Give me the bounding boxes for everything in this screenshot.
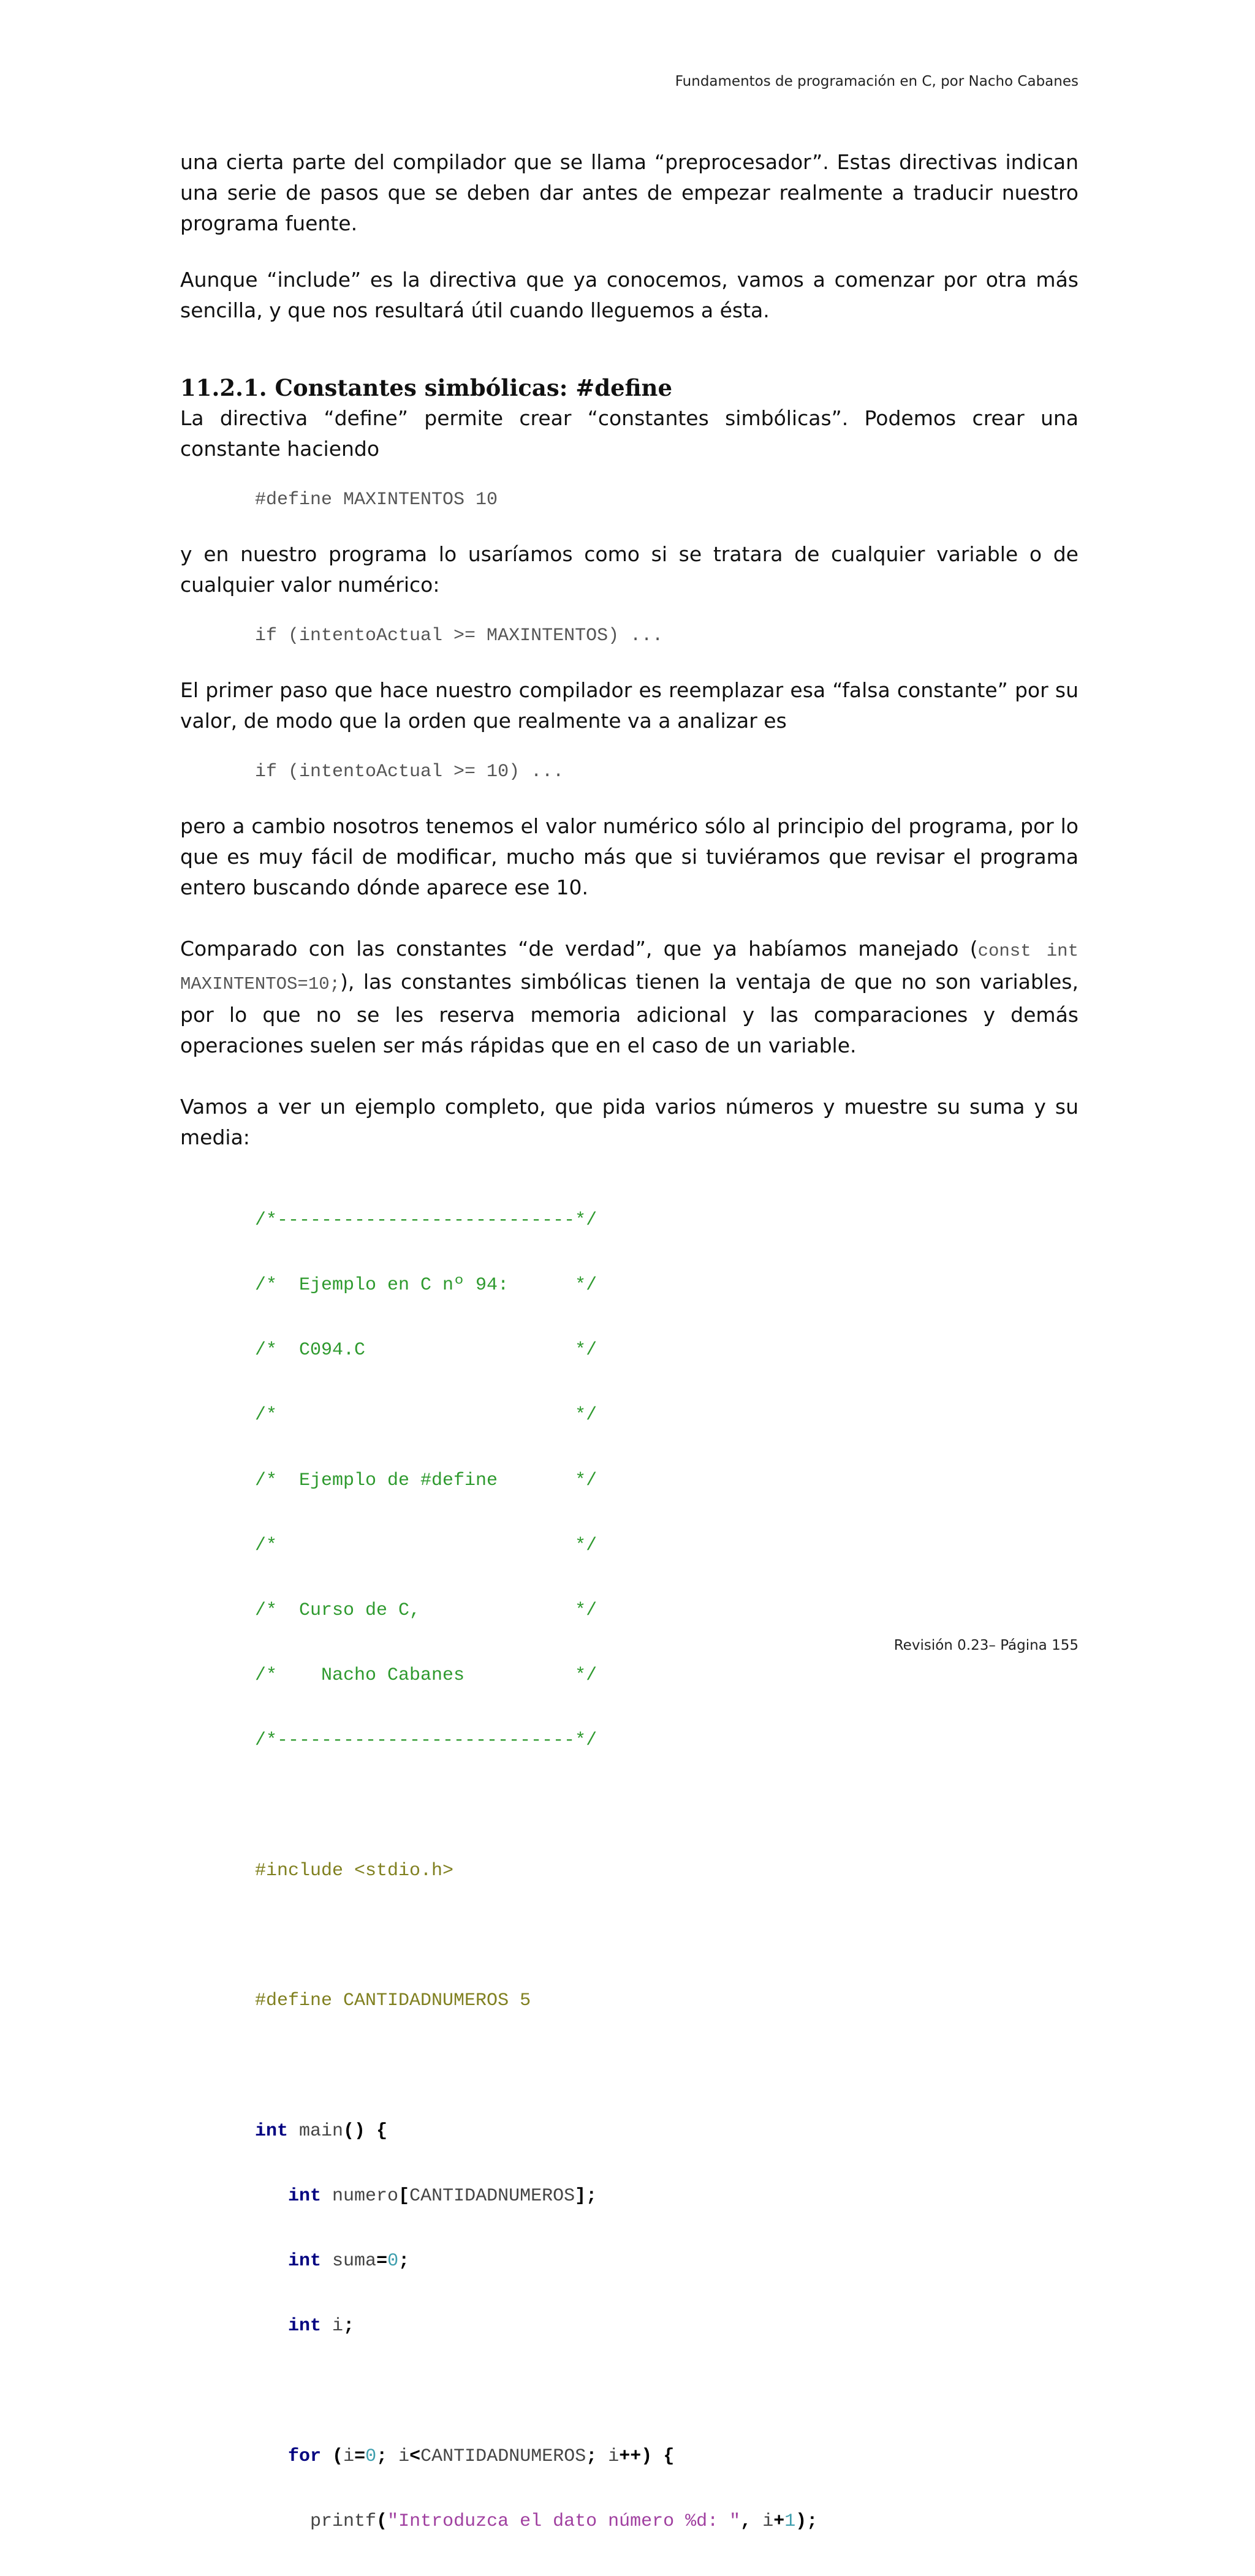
number-literal: 1 <box>784 2510 796 2532</box>
operator-parens: () <box>343 2120 366 2142</box>
operator-assign: = <box>354 2446 366 2467</box>
operator-brace: { <box>663 2446 675 2467</box>
operator-brace: { <box>376 2120 388 2142</box>
running-header: Fundamentos de programación en C, por Nacho Cabanes <box>675 74 1079 89</box>
operator-paren: ( <box>332 2446 344 2467</box>
decl-numero-line <box>255 2186 817 2207</box>
decl-i-line <box>255 2316 817 2337</box>
operator-paren: ) <box>641 2446 653 2467</box>
operator-semicolon: ; <box>343 2316 355 2337</box>
operator-semicolon: ; <box>586 2446 597 2467</box>
section-heading: 11.2.1. Constantes simbólicas: #define <box>180 374 672 401</box>
operator-semicolon: ; <box>376 2446 388 2467</box>
for-line <box>255 2446 817 2468</box>
keyword-for: for <box>288 2446 322 2467</box>
identifier-i: i <box>332 2316 344 2337</box>
operator-lt: < <box>409 2446 421 2467</box>
operator-semicolon: ; <box>586 2185 597 2207</box>
main-signature-line <box>255 2121 817 2142</box>
identifier-i: i <box>762 2510 774 2532</box>
code-define-example: #define MAXINTENTOS 10 <box>255 489 498 510</box>
paragraph-2: Aunque “include” es la directiva que ya conocemos, vamos a comenzar por otra más sencilla, y que nos resultará útil cuando lleguemos a ésta. <box>180 268 1079 322</box>
operator-paren: ) <box>795 2510 807 2532</box>
operator-semicolon: ; <box>398 2251 410 2272</box>
comment-line: /* */ <box>255 1405 597 1426</box>
blank-line <box>255 1796 817 1817</box>
operator-increment: ++ <box>619 2446 642 2467</box>
code-if-example: if (intentoActual >= MAXINTENTOS) ... <box>255 625 664 646</box>
paragraph-3: La directiva “define” permite crear “constantes simbólicas”. Podemos crear una constante haciendo <box>180 406 1079 461</box>
code-listing <box>255 1166 817 2576</box>
paragraph-7-end: ), las constantes simbólicas tienen la ventaja de que no son variables, por lo que no se les reserva memoria adicional y las comparaciones y demás operaciones suelen ser más rápidas que en el caso de un variable. <box>180 970 1079 1057</box>
operator-assign: = <box>376 2251 388 2272</box>
keyword-int: int <box>288 2316 322 2337</box>
include-directive: #include <stdio.h> <box>255 1860 454 1881</box>
blank-line <box>255 2055 817 2077</box>
code-if-replaced: if (intentoActual >= 10) ... <box>255 761 564 782</box>
paragraph-1: una cierta parte del compilador que se llama “preprocesador”. Estas directivas indican una serie de pasos que se deben dar antes de empezar realmente a traducir nuestro programa fuente. <box>180 150 1079 235</box>
operator-semicolon: ; <box>806 2510 818 2532</box>
body-text <box>180 147 1079 1153</box>
comment-line: /* Nacho Cabanes */ <box>255 1665 597 1686</box>
define-directive: #define CANTIDADNUMEROS 5 <box>255 1990 531 2012</box>
identifier-suma: suma <box>332 2251 377 2272</box>
operator-paren: ( <box>376 2510 388 2532</box>
keyword-int: int <box>288 2251 322 2272</box>
page-footer: Revisión 0.23– Página 155 <box>893 1637 1079 1653</box>
comment-line: /* Curso de C, */ <box>255 1600 597 1622</box>
comment-line: /* Ejemplo en C nº 94: */ <box>255 1275 597 1296</box>
paragraph-8: Vamos a ver un ejemplo completo, que pida varios números y muestre su suma y su media: <box>180 1095 1079 1149</box>
comment-line: /*---------------------------*/ <box>255 1730 597 1751</box>
blank-line <box>255 2381 817 2402</box>
identifier-main: main <box>299 2120 344 2142</box>
keyword-int: int <box>255 2120 289 2142</box>
comment-line: /* C094.C */ <box>255 1340 597 1361</box>
keyword-int: int <box>288 2185 322 2207</box>
identifier-cantidad: CANTIDADNUMEROS <box>409 2185 575 2207</box>
operator-bracket: [ <box>398 2185 410 2207</box>
printf-line <box>255 2511 817 2533</box>
decl-suma-line <box>255 2251 817 2272</box>
number-literal: 0 <box>365 2446 377 2467</box>
identifier-numero: numero <box>332 2185 399 2207</box>
paragraph-7-start: Comparado con las constantes “de verdad”, que ya habíamos manejado ( <box>180 937 978 961</box>
identifier-cantidad: CANTIDADNUMEROS <box>420 2446 586 2467</box>
paragraph-5: El primer paso que hace nuestro compilador es reemplazar esa “falsa constante” por su valor, de modo que la orden que realmente va a analizar es <box>180 678 1079 733</box>
operator-plus: + <box>773 2510 785 2532</box>
operator-comma: , <box>740 2510 752 2532</box>
string-literal: "Introduzca el dato número %d: " <box>387 2510 741 2532</box>
comment-line: /* Ejemplo de #define */ <box>255 1470 597 1491</box>
paragraph-4: y en nuestro programa lo usaríamos como si se tratara de cualquier variable o de cualquier valor numérico: <box>180 542 1079 597</box>
number-literal: 0 <box>387 2251 399 2272</box>
identifier-i: i <box>343 2446 355 2467</box>
comment-line: /*---------------------------*/ <box>255 1209 597 1231</box>
comment-line: /* */ <box>255 1535 597 1556</box>
identifier-i: i <box>398 2446 410 2467</box>
inline-code-const: const int MAXINTENTOS=10; <box>180 941 1079 994</box>
paragraph-7 <box>180 934 1079 1061</box>
identifier-i: i <box>608 2446 620 2467</box>
operator-bracket: ] <box>575 2185 586 2207</box>
identifier-printf: printf <box>310 2510 377 2532</box>
blank-line <box>255 1925 817 1947</box>
paragraph-6: pero a cambio nosotros tenemos el valor numérico sólo al principio del programa, por lo que es muy fácil de modificar, mucho más que si tuviéramos que revisar el programa entero buscando dónde aparece ese 10. <box>180 814 1079 899</box>
